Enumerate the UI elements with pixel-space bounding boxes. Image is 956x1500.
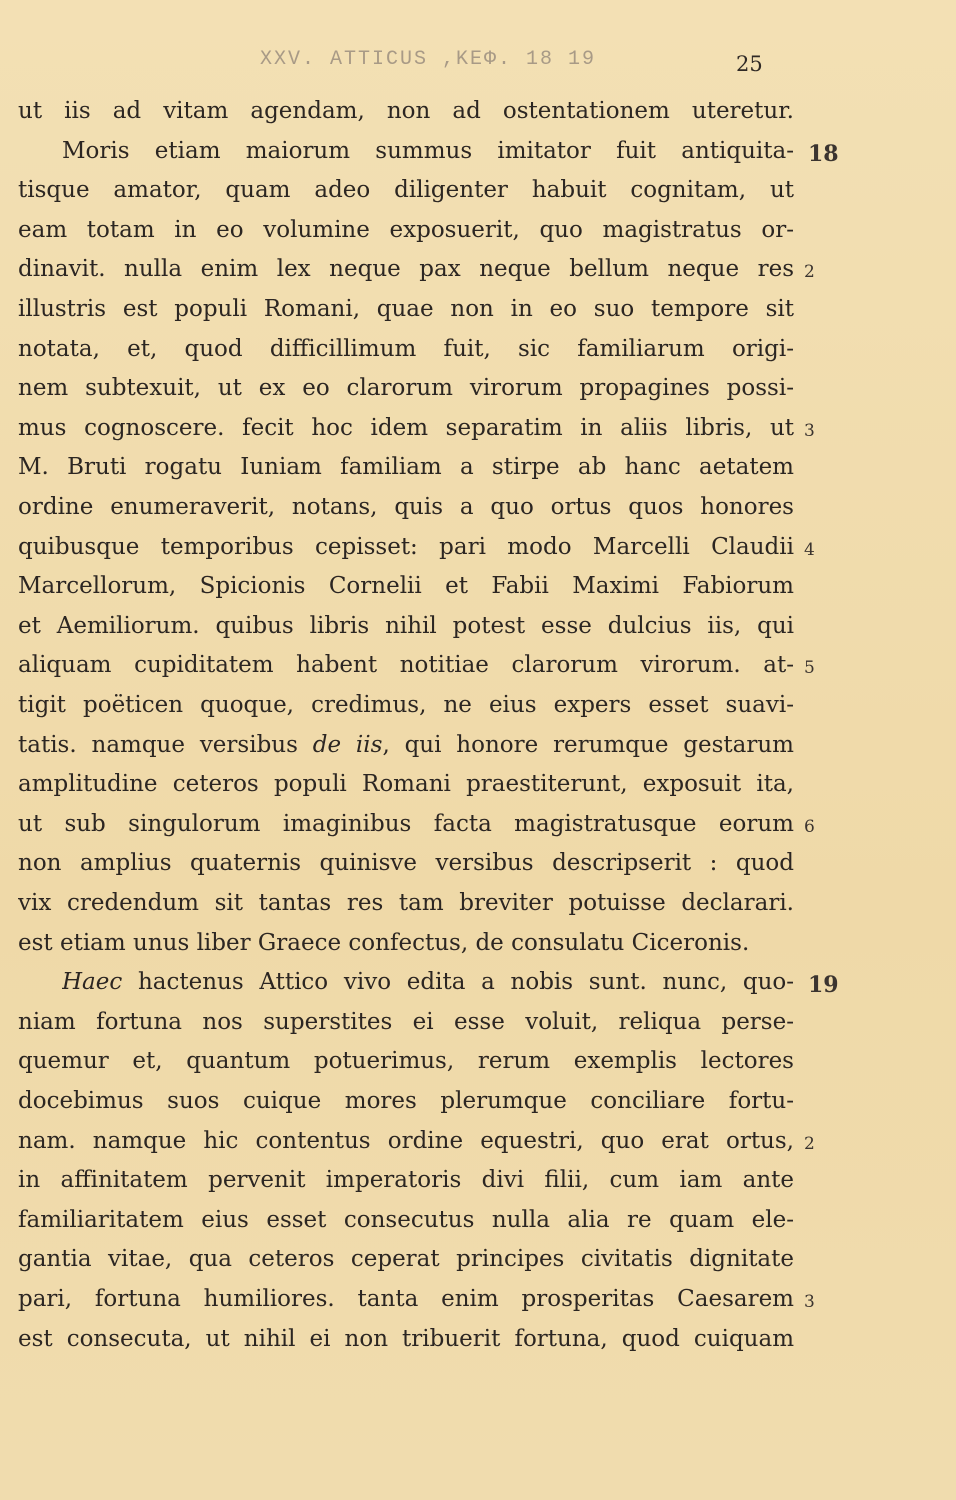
line-text: quibusque temporibus cepisset: pari modo Marcelli Claudii (18, 534, 794, 560)
line-text: , qui honore rerumque gestarum (382, 732, 794, 758)
text-line (18, 1280, 794, 1318)
text-line (18, 765, 794, 803)
text-line (18, 884, 794, 922)
text-line (18, 567, 794, 605)
italic-text: Haec (62, 969, 123, 995)
line-text: nam. namque hic contentus ordine equestri, quo erat ortus, (18, 1128, 794, 1154)
line-text: et Aemiliorum. quibus libris nihil potest esse dulcius iis, qui (18, 613, 794, 639)
running-head (0, 44, 956, 84)
chapter-number: 19 (808, 972, 839, 998)
text-line (18, 844, 794, 882)
line-text: notata, et, quod difficillimum fuit, sic familiarum origi- (18, 336, 794, 362)
text-line (18, 92, 794, 130)
line-text: familiaritatem eius esset consecutus nulla alia re quam ele- (18, 1207, 794, 1233)
line-text: nem subtexuit, ut ex eo clarorum virorum propagines possi- (18, 375, 794, 401)
text-line (18, 528, 794, 566)
line-text: ut iis ad vitam agendam, non ad ostentationem uteretur. (18, 98, 794, 124)
text-line (18, 330, 794, 368)
text-line (18, 1082, 794, 1120)
text-line (18, 448, 794, 486)
chapter-number: 18 (808, 141, 839, 167)
line-text: hactenus Attico vivo edita a nobis sunt. nunc, quo- (122, 969, 794, 995)
line-text: mus cognoscere. fecit hoc idem separatim in aliis libris, ut (18, 415, 794, 441)
text-line (18, 290, 794, 328)
line-text: non amplius quaternis quinisve versibus descripserit : quod (18, 850, 794, 876)
text-line (18, 369, 794, 407)
text-line (18, 409, 794, 447)
text-line (18, 250, 794, 288)
text-line (18, 1122, 794, 1160)
text-line (18, 1003, 794, 1041)
line-text: dinavit. nulla enim lex neque pax neque bellum neque res (18, 256, 794, 282)
line-text: Moris etiam maiorum summus imitator fuit antiquita- (62, 138, 794, 164)
text-line (18, 1161, 794, 1199)
italic-text: de iis (312, 732, 383, 758)
text-line (18, 607, 794, 645)
text-line (18, 1201, 794, 1239)
line-text: niam fortuna nos superstites ei esse voluit, reliqua perse- (18, 1009, 794, 1035)
text-line (62, 963, 794, 1001)
line-text: est etiam unus liber Graece confectus, de consulatu Ciceronis. (18, 930, 750, 956)
line-text: eam totam in eo volumine exposuerit, quo magistratus or- (18, 217, 794, 243)
text-line (62, 132, 794, 170)
running-title: XXV. ATTICUS ,ΚΕΦ. 18 19 (260, 48, 597, 71)
text-line (18, 488, 794, 526)
text-line (18, 805, 794, 843)
section-number: 3 (804, 1292, 815, 1312)
line-text: est consecuta, ut nihil ei non tribuerit fortuna, quod cuiquam (18, 1326, 794, 1352)
line-text: M. Bruti rogatu Iuniam familiam a stirpe ab hanc aetatem (18, 454, 794, 480)
line-text: tigit poëticen quoque, credimus, ne eius expers esset suavi- (18, 692, 794, 718)
text-line (18, 686, 794, 724)
line-text: aliquam cupiditatem habent notitiae clarorum virorum. at- (18, 652, 794, 678)
line-text: Marcellorum, Spicionis Cornelii et Fabii Maximi Fabiorum (18, 573, 794, 599)
line-text: pari, fortuna humiliores. tanta enim prosperitas Caesarem (18, 1286, 794, 1312)
text-line (18, 924, 794, 962)
section-number: 4 (804, 540, 815, 560)
text-line (18, 1240, 794, 1278)
text-line (18, 211, 794, 249)
section-number: 6 (804, 817, 815, 837)
line-text: vix credendum sit tantas res tam breviter potuisse declarari. (18, 890, 794, 916)
line-text: tisque amator, quam adeo diligenter habuit cognitam, ut (18, 177, 794, 203)
line-text: in affinitatem pervenit imperatoris divi filii, cum iam ante (18, 1167, 794, 1193)
section-number: 2 (804, 1134, 815, 1154)
text-line (18, 1042, 794, 1080)
section-number: 2 (804, 262, 815, 282)
line-text: tatis. namque versibus (18, 732, 313, 758)
text-line (18, 646, 794, 684)
section-number: 3 (804, 421, 815, 441)
text-line (18, 1320, 794, 1358)
page-number: 25 (736, 52, 763, 76)
text-body (0, 92, 956, 1392)
text-line (18, 726, 794, 764)
line-text: amplitudine ceteros populi Romani praestiterunt, exposuit ita, (18, 771, 794, 797)
line-text: docebimus suos cuique mores plerumque conciliare fortu- (18, 1088, 794, 1114)
line-text: gantia vitae, qua ceteros ceperat principes civitatis dignitate (18, 1246, 794, 1272)
line-text: ordine enumeraverit, notans, quis a quo ortus quos honores (18, 494, 794, 520)
line-text: quemur et, quantum potuerimus, rerum exemplis lectores (18, 1048, 794, 1074)
line-text: illustris est populi Romani, quae non in eo suo tempore sit (18, 296, 794, 322)
section-number: 5 (804, 658, 815, 678)
text-line (18, 171, 794, 209)
line-text: ut sub singulorum imaginibus facta magistratusque eorum (18, 811, 794, 837)
